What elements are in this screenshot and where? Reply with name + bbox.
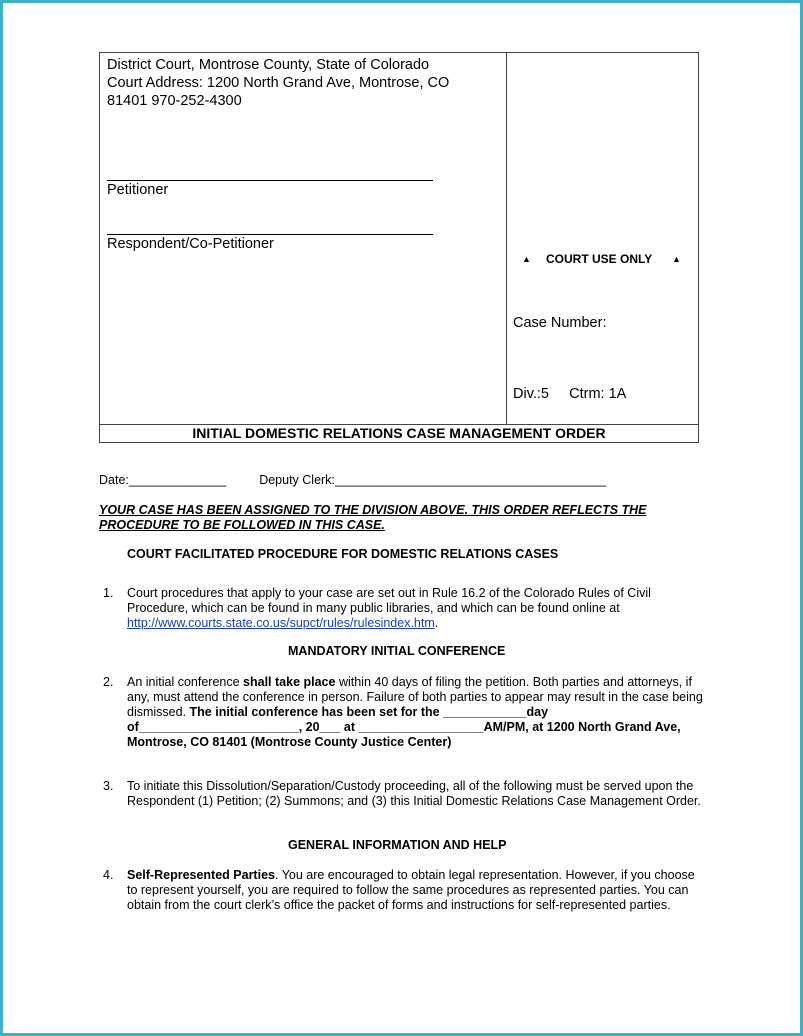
respondent-label: Respondent/Co-Petitioner — [107, 236, 274, 252]
heading-court-facilitated: COURT FACILITATED PROCEDURE FOR DOMESTIC RELATIONS CASES — [127, 547, 559, 561]
respondent-line — [107, 234, 433, 235]
item-body — [127, 586, 703, 631]
item-body — [127, 779, 703, 809]
date-field: Date:______________ — [99, 473, 227, 487]
court-use-only-label: COURT USE ONLY — [546, 252, 653, 266]
list-item — [103, 586, 703, 631]
deputy-clerk-field: Deputy Clerk:_______________________________________ — [259, 473, 607, 487]
item-number: 4. — [103, 868, 114, 882]
item-body — [127, 868, 703, 913]
item-text: within 40 days of filing the petition. Both parties and attorneys, if any, must attend the conference in person. Failure of both parties to appear may result in the case being dismissed. — [127, 675, 703, 719]
item-text: . You are encouraged to obtain legal representation. However, if you choose to represent yourself, you are required to follow the same procedures as represented parties. You can obtain from the court clerk’s office the packet of forms and instructions for self-represented parties. — [127, 868, 695, 912]
item-text-end: . — [434, 616, 439, 630]
court-info — [107, 56, 449, 110]
heading-general-info: GENERAL INFORMATION AND HELP — [288, 838, 507, 852]
document-title: INITIAL DOMESTIC RELATIONS CASE MANAGEMENT ORDER — [99, 424, 699, 443]
item-text: Court procedures that apply to your case are set out in Rule 16.2 of the Colorado Rules of Civil Procedure, which can be found in many public libraries, and which can be found online at — [127, 586, 651, 615]
petitioner-line — [107, 180, 433, 181]
up-arrow-icon: ▲ — [672, 254, 681, 264]
up-arrow-icon: ▲ — [522, 254, 531, 264]
court-line-1: District Court, Montrose County, State of Colorado — [107, 57, 430, 73]
list-item — [103, 675, 703, 750]
item-number: 3. — [103, 779, 114, 793]
list-item — [103, 868, 703, 913]
petitioner-label: Petitioner — [107, 182, 169, 198]
item-text: To initiate this Dissolution/Separation/Custody proceeding, all of the following must be served upon the Respondent (1) Petition; (2) Summons; and (3) this Initial Domestic Relations Case Management Order. — [127, 779, 701, 808]
conference-schedule: The initial conference has been set for the ____________day of_______________________, 20___ at __________________AM/PM, at 1200 North Grand Ave, Montrose, CO 81401 (Montrose County Justice Center) — [127, 705, 681, 749]
assignment-notice: YOUR CASE HAS BEEN ASSIGNED TO THE DIVISION ABOVE. THIS ORDER REFLECTS THE PROCEDURE TO BE FOLLOWED IN THIS CASE. — [99, 503, 647, 532]
heading-mandatory-conference: MANDATORY INITIAL CONFERENCE — [288, 644, 506, 658]
court-line-2: Court Address: 1200 North Grand Ave, Montrose, CO — [107, 75, 450, 91]
date-row — [99, 473, 606, 487]
item-body — [127, 675, 703, 750]
court-line-3: 81401 970-252-4300 — [107, 93, 242, 109]
division-courtroom: Div.:5 Ctrm: 1A — [513, 386, 627, 402]
list-item — [103, 779, 703, 809]
item-bold-text: Self-Represented Parties — [127, 868, 275, 882]
case-number-label: Case Number: — [513, 315, 607, 331]
item-text: An initial conference — [127, 675, 244, 689]
rules-link[interactable]: http://www.courts.state.co.us/supct/rules/rulesindex.htm — [127, 616, 435, 630]
case-caption-box — [99, 52, 699, 425]
caption-divider — [506, 53, 507, 424]
item-number: 2. — [103, 675, 114, 689]
item-bold-text: shall take place — [243, 675, 336, 689]
item-number: 1. — [103, 586, 114, 600]
